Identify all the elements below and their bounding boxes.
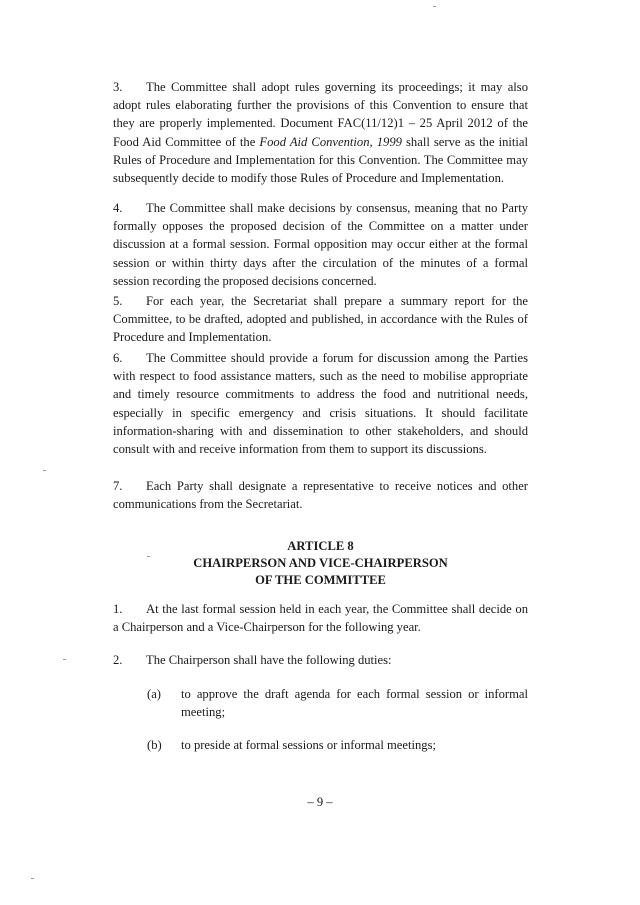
subitem-b xyxy=(147,736,528,754)
paragraph-number: 2. xyxy=(113,653,123,667)
paragraph-text: The Committee should provide a forum for discussion among the Parties with respect to food assistance matters, such as the need to mobilise appropriate and timely resource commitments to address the food and nutritional needs, especially in specific emergency and crisis situations. It should facilitate information-sharing with and dissemination to other stakeholders, and should consult with and receive information from them to support its discussions. xyxy=(113,351,528,457)
scan-mark xyxy=(43,470,46,471)
paragraph-text: shall serve as the initial Rules of Procedure and Implementation for this Convention. The Committee may subsequently decide to modify those Rules of Procedure and Implementation. xyxy=(113,134,529,186)
paragraph-number: 5. xyxy=(113,294,123,308)
paragraph-text: The Chairperson shall have the following duties: xyxy=(146,653,392,667)
paragraph-7 xyxy=(113,477,528,513)
paragraph-number: 6. xyxy=(113,351,123,365)
article-paragraph-1 xyxy=(113,600,528,636)
paragraph-6 xyxy=(113,349,528,458)
subitem-text: to preside at formal sessions or informal meetings; xyxy=(181,738,436,752)
paragraph-text: Each Party shall designate a representative to receive notices and other communications from the Secretariat. xyxy=(113,479,528,512)
paragraph-number: 1. xyxy=(113,602,123,616)
article-heading-line2: OF THE COMMITTEE xyxy=(255,573,386,587)
scan-mark xyxy=(433,6,436,7)
paragraph-text: The Committee shall adopt rules governing its proceedings; it may also adopt rules elaborating further the provisions of this Convention to ensure that they are properly implemented. Document FAC(11/12)1 – 25 April 2012 of the Food Aid Committee of the xyxy=(113,80,528,149)
article-heading-line1: CHAIRPERSON AND VICE-CHAIRPERSON xyxy=(193,556,448,570)
paragraph-4 xyxy=(113,199,528,290)
paragraph-number: 7. xyxy=(113,479,123,493)
subitem-label: (b) xyxy=(147,738,162,752)
paragraph-text: The Committee shall make decisions by consensus, meaning that no Party formally opposes the proposed decision of the Committee on a matter under discussion at a formal session. Formal opposition may occur either at the formal session or within thirty days after the circulation of the minutes of a formal session recording the proposed decisions concerned. xyxy=(113,201,528,288)
convention-title: Food Aid Convention, 1999 xyxy=(259,134,402,149)
article-paragraph-2 xyxy=(113,651,528,669)
paragraph-3 xyxy=(113,78,528,187)
subitem-a xyxy=(147,685,528,721)
scan-mark xyxy=(31,878,34,879)
paragraph-5 xyxy=(113,292,528,347)
paragraph-number: 4. xyxy=(113,201,123,215)
subitem-label: (a) xyxy=(147,687,161,701)
paragraph-text: At the last formal session held in each year, the Committee shall decide on a Chairperson and a Vice-Chairperson for the following year. xyxy=(113,602,528,635)
paragraph-number: 3. xyxy=(113,80,123,94)
page-number: – 9 – xyxy=(307,795,333,809)
article-title: ARTICLE 8 xyxy=(287,539,354,553)
subitem-text: to approve the draft agenda for each formal session or informal meeting; xyxy=(181,687,528,720)
scan-mark xyxy=(63,659,66,660)
paragraph-text: For each year, the Secretariat shall prepare a summary report for the Committee, to be drafted, adopted and published, in accordance with the Rules of Procedure and Implementation. xyxy=(113,294,528,345)
